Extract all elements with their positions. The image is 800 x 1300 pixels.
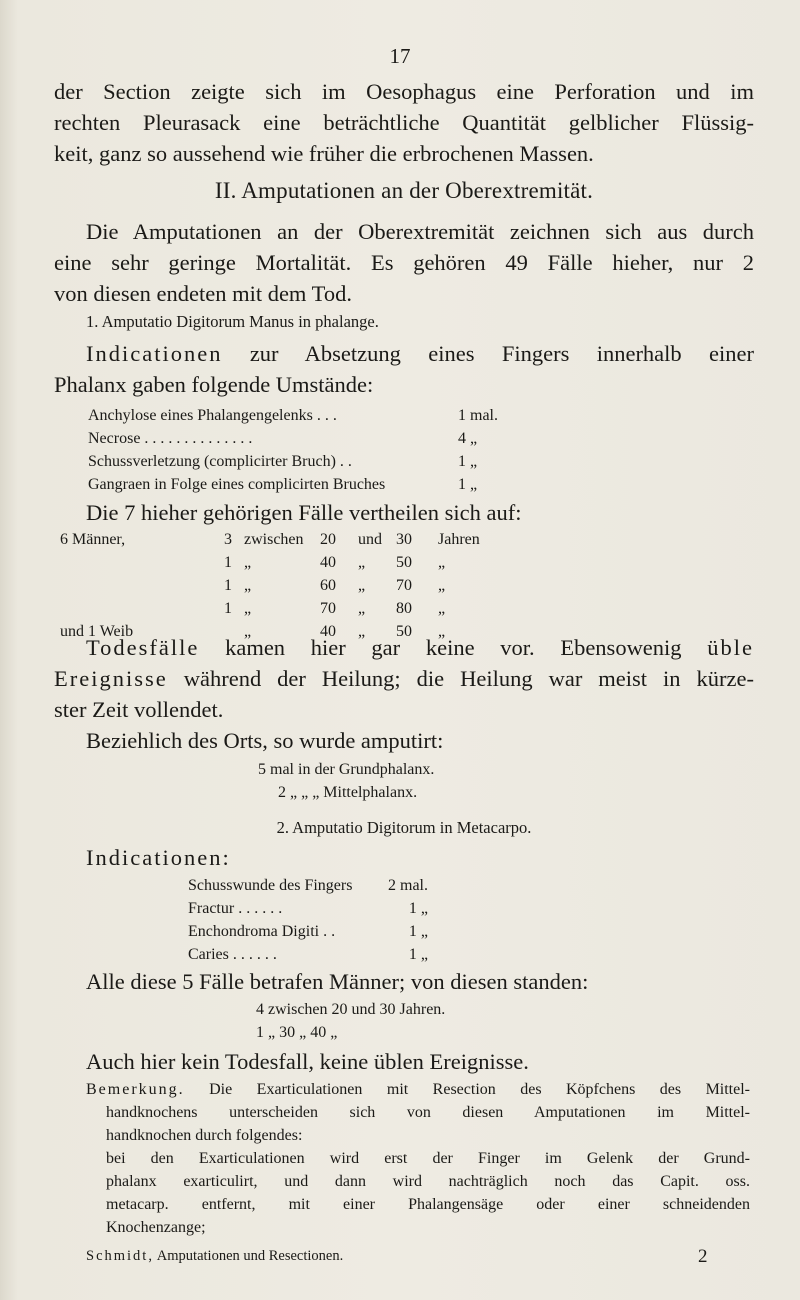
cause-label: Schussverletzung (complicirter Bruch) . . xyxy=(88,453,352,470)
age-word: „ xyxy=(244,577,252,594)
age-word: „ xyxy=(358,623,366,640)
age-distribution-table xyxy=(58,527,482,644)
spaced-term: üble xyxy=(707,635,755,660)
age-from: 20 xyxy=(320,531,336,548)
text-line: phalanx exarticulirt, und dann wird nachträglich noch das Capit. oss. xyxy=(106,1173,750,1190)
text-line: handknochen durch folgendes: xyxy=(106,1127,303,1144)
signature-mark: 2 xyxy=(698,1246,708,1267)
running-footer xyxy=(86,1248,686,1265)
table-row xyxy=(88,450,498,473)
age-count: 1 xyxy=(224,577,232,594)
age-word: und xyxy=(358,531,382,548)
age-from: 40 xyxy=(320,623,336,640)
age-word: „ xyxy=(438,623,446,640)
subsection-heading-2: 2. Amputatio Digitorum in Metacarpo. xyxy=(276,818,532,837)
age-who xyxy=(60,598,222,619)
table-row xyxy=(188,943,428,966)
cause-count: 1 „ xyxy=(458,453,478,470)
text-line: von diesen endeten mit dem Tod. xyxy=(54,281,352,306)
list-item: 4 zwischen 20 und 30 Jahren. xyxy=(256,1001,446,1018)
cause-label: Anchylose eines Phalangengelenks . . . xyxy=(88,407,337,424)
cause-label: Fractur . . . . . . xyxy=(188,900,283,917)
age-to: 30 xyxy=(396,531,412,548)
text-line xyxy=(54,338,754,369)
age-word: „ xyxy=(438,577,446,594)
text-line: eine sehr geringe Mortalität. Es gehören 49 Fälle hieher, nur 2 xyxy=(54,250,754,275)
spaced-term: Indicationen xyxy=(86,341,223,366)
text-line: metacarp. entfernt, mit einer Phalangensäge oder einer schneidenden xyxy=(106,1196,750,1213)
spaced-term: Todesfälle xyxy=(86,635,200,660)
spaced-term: Ereignisse xyxy=(54,666,168,691)
no-death-line: Auch hier kein Todesfall, keine üblen Ereignisse. xyxy=(86,1049,529,1074)
location-list xyxy=(258,758,738,804)
age-word: Jahren xyxy=(438,531,480,548)
age-who xyxy=(60,575,222,596)
footer-author: Schmidt, xyxy=(86,1248,154,1264)
table-row xyxy=(188,874,428,897)
table-row xyxy=(60,529,480,550)
text-line: bei den Exarticulationen wird erst der Finger im Gelenk der Grund- xyxy=(106,1150,750,1167)
text-line: rechten Pleurasack eine beträchtliche Quantität gelblicher Flüssig- xyxy=(54,110,754,135)
causes-table-2 xyxy=(188,874,428,966)
causes-table-1 xyxy=(88,404,498,496)
age-who: 6 Männer, xyxy=(60,531,126,548)
age-word: „ xyxy=(358,577,366,594)
text-line: keit, ganz so aussehend wie früher die erbrochenen Massen. xyxy=(54,141,594,166)
text-line: Die Amputationen an der Oberextremität zeichnen sich aus durch xyxy=(86,219,754,244)
table-row xyxy=(88,473,498,496)
table-row xyxy=(88,427,498,450)
table-row xyxy=(60,575,480,596)
age-word: „ xyxy=(358,600,366,617)
list-item: 5 mal in der Grundphalanx. xyxy=(258,761,435,778)
table-row xyxy=(188,920,428,943)
age-to: 70 xyxy=(396,577,412,594)
age-to: 50 xyxy=(396,623,412,640)
text-line: Beziehlich des Orts, so wurde amputirt: xyxy=(86,728,444,753)
text-line xyxy=(54,663,754,694)
text-line xyxy=(86,1078,750,1101)
text-line: handknochens unterscheiden sich von diesen Amputationen im Mittel- xyxy=(106,1104,750,1121)
cause-count: 2 mal. xyxy=(388,877,428,894)
cause-label: Necrose . . . . . . . . . . . . . . xyxy=(88,430,253,447)
indications-heading-2 xyxy=(86,842,786,873)
age-word: „ xyxy=(244,554,252,571)
age-count: 1 xyxy=(224,554,232,571)
intro-paragraph xyxy=(54,76,754,169)
age-who xyxy=(60,552,222,573)
remark-paragraph xyxy=(86,1078,750,1239)
table-row xyxy=(60,552,480,573)
text-line: ster Zeit vollendet. xyxy=(54,697,224,722)
age-list-2 xyxy=(256,998,716,1044)
cause-label: Caries . . . . . . xyxy=(188,946,277,963)
text-line: Phalanx gaben folgende Umstände: xyxy=(54,372,374,397)
age-to: 80 xyxy=(396,600,412,617)
cause-count: 1 „ xyxy=(408,900,428,917)
cause-label: Enchondroma Digiti . . xyxy=(188,923,336,940)
cause-count: 1 mal. xyxy=(458,407,498,424)
distribution-line: Die 7 hieher gehörigen Fälle vertheilen sich auf: xyxy=(86,500,522,525)
section-intro-paragraph xyxy=(54,216,754,309)
age-word: „ xyxy=(244,600,252,617)
text-line xyxy=(54,632,754,663)
cause-label: Gangraen in Folge eines complicirten Bruches xyxy=(88,476,386,493)
cause-count: 1 „ xyxy=(458,476,478,493)
age-word: „ xyxy=(438,600,446,617)
table-row xyxy=(88,404,498,427)
age-to: 50 xyxy=(396,554,412,571)
cause-count: 1 „ xyxy=(408,923,428,940)
table-row xyxy=(188,897,428,920)
age-from: 70 xyxy=(320,600,336,617)
age-who: und 1 Weib xyxy=(60,623,134,640)
text-line: Knochenzange; xyxy=(106,1219,206,1236)
age-from: 40 xyxy=(320,554,336,571)
cause-count: 4 „ xyxy=(458,430,478,447)
list-item: 2 „ „ „ Mittelphalanx. xyxy=(278,784,418,801)
text-run: Die Exarticulationen mit Resection des Köpfchens des Mittel- xyxy=(184,1081,750,1098)
text-line: der Section zeigte sich im Oesophagus eine Perforation und im xyxy=(54,79,754,104)
list-item: 1 „ 30 „ 40 „ xyxy=(256,1024,338,1041)
subsection-heading-1: 1. Amputatio Digitorum Manus in phalange. xyxy=(86,312,379,331)
deaths-paragraph xyxy=(54,632,754,756)
text-run: während der Heilung; die Heilung war meist in kürze- xyxy=(167,666,754,691)
cause-label: Schusswunde des Fingers xyxy=(188,877,353,894)
page-number: 17 xyxy=(389,44,411,68)
age-word: „ xyxy=(438,554,446,571)
cause-count: 1 „ xyxy=(408,946,428,963)
remark-label: Bemerkung. xyxy=(86,1081,185,1098)
age-count: 3 xyxy=(224,531,232,548)
age-from: 60 xyxy=(320,577,336,594)
spaced-term: Indicationen: xyxy=(86,845,231,870)
age-word: zwischen xyxy=(244,531,304,548)
section-heading: II. Amputationen an der Oberextremität. xyxy=(214,178,594,203)
table-row xyxy=(60,598,480,619)
indications-paragraph-1 xyxy=(54,338,754,400)
age-count: 1 xyxy=(224,600,232,617)
men-line: Alle diese 5 Fälle betrafen Männer; von diesen standen: xyxy=(86,969,589,994)
age-word: „ xyxy=(358,554,366,571)
text-run: kamen hier gar keine vor. Ebensowenig xyxy=(199,635,682,660)
footer-title: Amputationen und Resectionen. xyxy=(153,1248,344,1264)
age-word: „ xyxy=(244,623,252,640)
text-run: zur Absetzung eines Fingers innerhalb einer xyxy=(222,341,754,366)
